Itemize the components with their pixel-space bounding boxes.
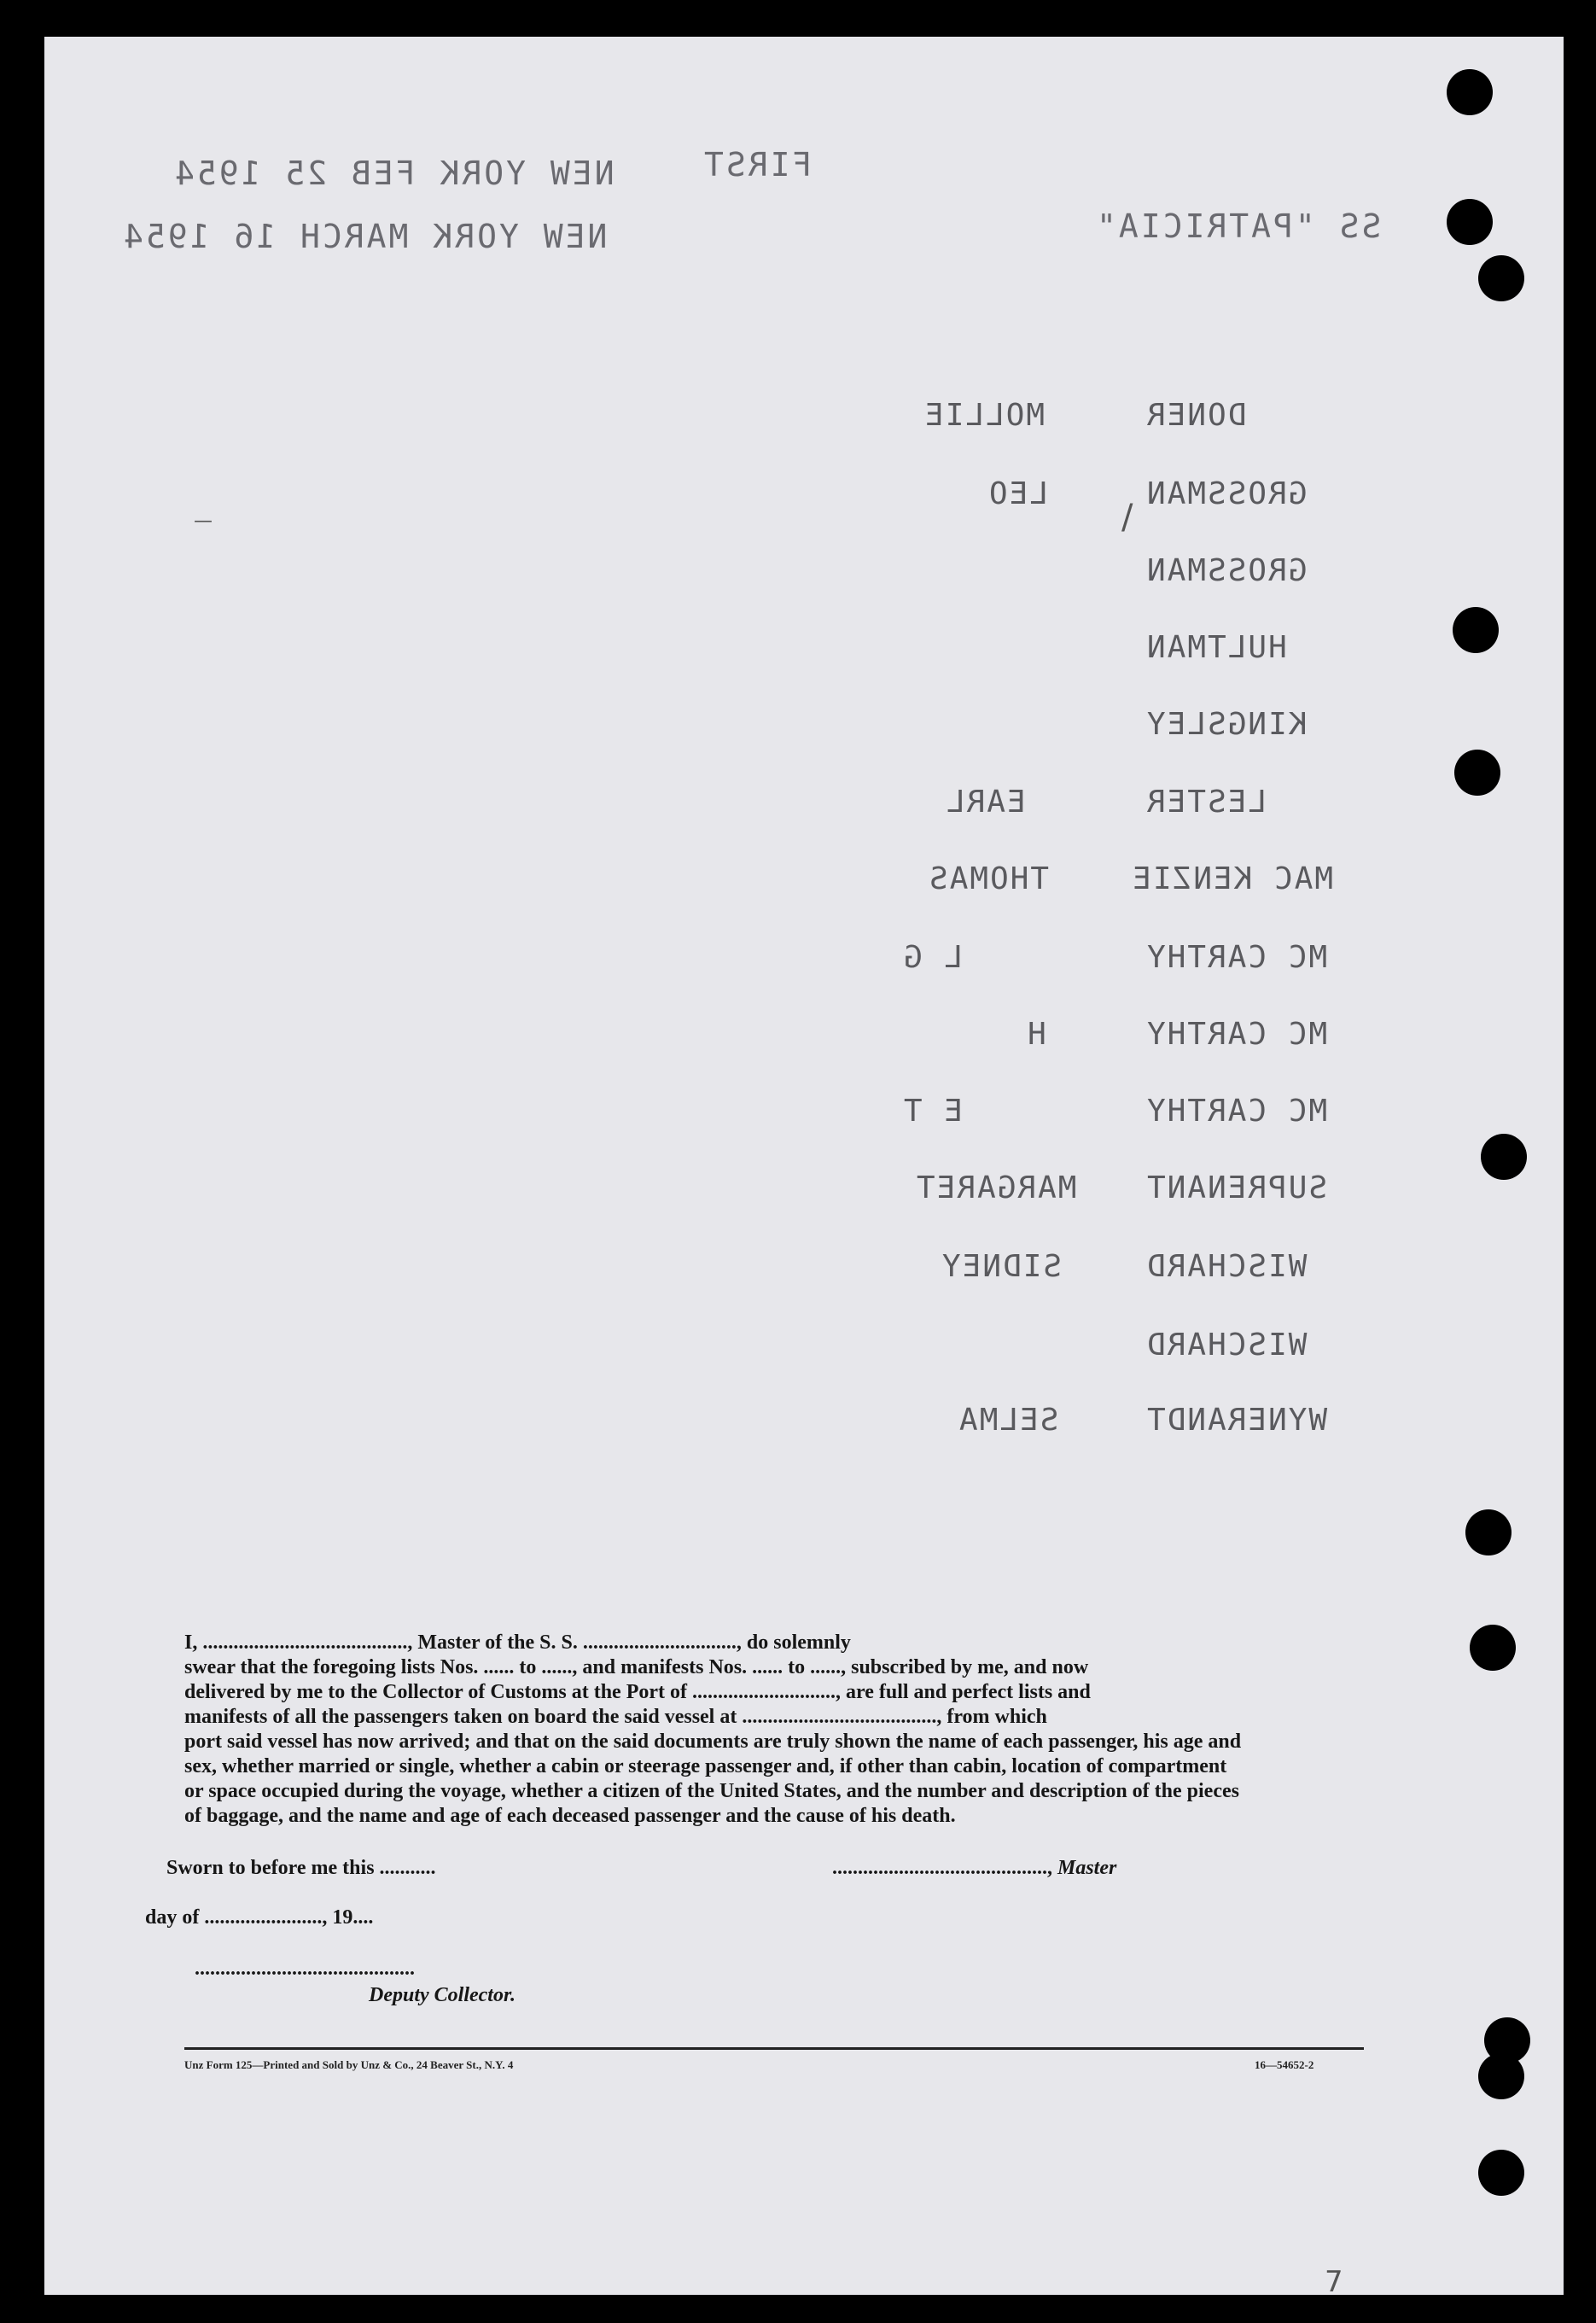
master-dots: .........................................., (832, 1857, 1052, 1879)
arrival-stamp-2: NEW YORK MARCH 16 1954 (121, 218, 608, 255)
class-stamp: FIRST (702, 146, 813, 184)
passenger-surname: LESTER (1145, 785, 1267, 820)
punch-hole (1447, 69, 1493, 115)
punch-hole (1478, 255, 1524, 301)
passenger-surname: GROSSMAN (1145, 476, 1308, 511)
oath-line: sex, whether married or single, whether a cabin or steerage passenger and, if other than cabin, location of compartment (184, 1755, 1227, 1777)
punch-hole (1447, 199, 1493, 245)
punch-hole (1481, 1134, 1527, 1180)
master-oath (184, 1631, 1364, 1829)
punch-hole (1478, 2150, 1524, 2196)
oath-line: I, ........................................, Master of the S. S. .............................., do solemnly (184, 1631, 851, 1654)
passenger-surname: DONER (1145, 398, 1247, 433)
punch-hole (1470, 1625, 1516, 1671)
passenger-given-name: L G (902, 940, 964, 975)
passenger-surname: MC CARTHY (1145, 1017, 1328, 1052)
collector-dots: ........................................... (195, 1958, 415, 1980)
passenger-surname: KINGSLEY (1145, 707, 1308, 742)
passenger-surname: MC CARTHY (1145, 1094, 1328, 1129)
passenger-surname: WYNERANDT (1145, 1403, 1328, 1438)
arrival-stamp-1: NEW YORK FEB 25 1954 (172, 155, 615, 192)
day-of-line: day of ......................., 19.... (145, 1906, 374, 1929)
passenger-surname: SUPRENANT (1145, 1170, 1328, 1205)
passenger-given-name: THOMAS (928, 861, 1050, 896)
passenger-surname: WISCHARD (1145, 1328, 1308, 1363)
printer-credit: Unz Form 125—Printed and Sold by Unz & Co., 24 Beaver St., N.Y. 4 (184, 2058, 514, 2071)
form-number: 16—54652-2 (1255, 2058, 1314, 2071)
passenger-surname: MAC KENZIE (1131, 861, 1333, 896)
punch-hole (1478, 2053, 1524, 2099)
oath-line: or space occupied during the voyage, whether a citizen of the United States, and the number and description of the pieces (184, 1780, 1239, 1802)
passenger-given-name: SIDNEY (941, 1249, 1063, 1284)
page-mark: 7 (1325, 2265, 1343, 2299)
manifest-page (44, 37, 1564, 2299)
passenger-given-name: SELMA (958, 1403, 1059, 1438)
passenger-surname: MC CARTHY (1145, 940, 1328, 975)
passenger-surname: HULTMAN (1145, 630, 1287, 665)
passenger-given-name: MOLLIE (923, 398, 1046, 433)
passenger-given-name: H (1026, 1017, 1046, 1052)
ship-name-stamp: SS "PATRICIA" (1094, 207, 1382, 245)
passenger-surname: GROSSMAN (1145, 553, 1308, 588)
check-mark: / (1121, 498, 1133, 537)
master-label: Master (1057, 1857, 1117, 1879)
margin-tick: — (194, 511, 213, 532)
passenger-surname: WISCHARD (1145, 1249, 1308, 1284)
punch-hole (1453, 607, 1499, 653)
footer-rule (184, 2047, 1364, 2050)
passenger-given-name: EARL (945, 785, 1026, 820)
passenger-given-name: MARGARET (915, 1170, 1077, 1205)
sworn-line: Sworn to before me this ........... (166, 1857, 436, 1879)
passenger-given-name: E T (902, 1094, 964, 1129)
oath-line: swear that the foregoing lists Nos. ...... to ......, and manifests Nos. ...... to ......, subscribed by me, and now (184, 1656, 1089, 1678)
passenger-given-name: LEO (987, 476, 1049, 511)
oath-line: of baggage, and the name and age of each deceased passenger and the cause of his death. (184, 1805, 956, 1827)
oath-line: port said vessel has now arrived; and that on the said documents are truly shown the name of each passenger, his age and (184, 1731, 1242, 1753)
deputy-collector-label: Deputy Collector. (369, 1984, 515, 2006)
punch-hole (1465, 1509, 1512, 1555)
oath-line: manifests of all the passengers taken on board the said vessel at ......................................, from which (184, 1706, 1047, 1728)
punch-hole (1454, 750, 1500, 796)
master-signature-line (832, 1857, 1116, 1880)
oath-line: delivered by me to the Collector of Customs at the Port of ............................, are full and perfect lists and (184, 1681, 1091, 1703)
